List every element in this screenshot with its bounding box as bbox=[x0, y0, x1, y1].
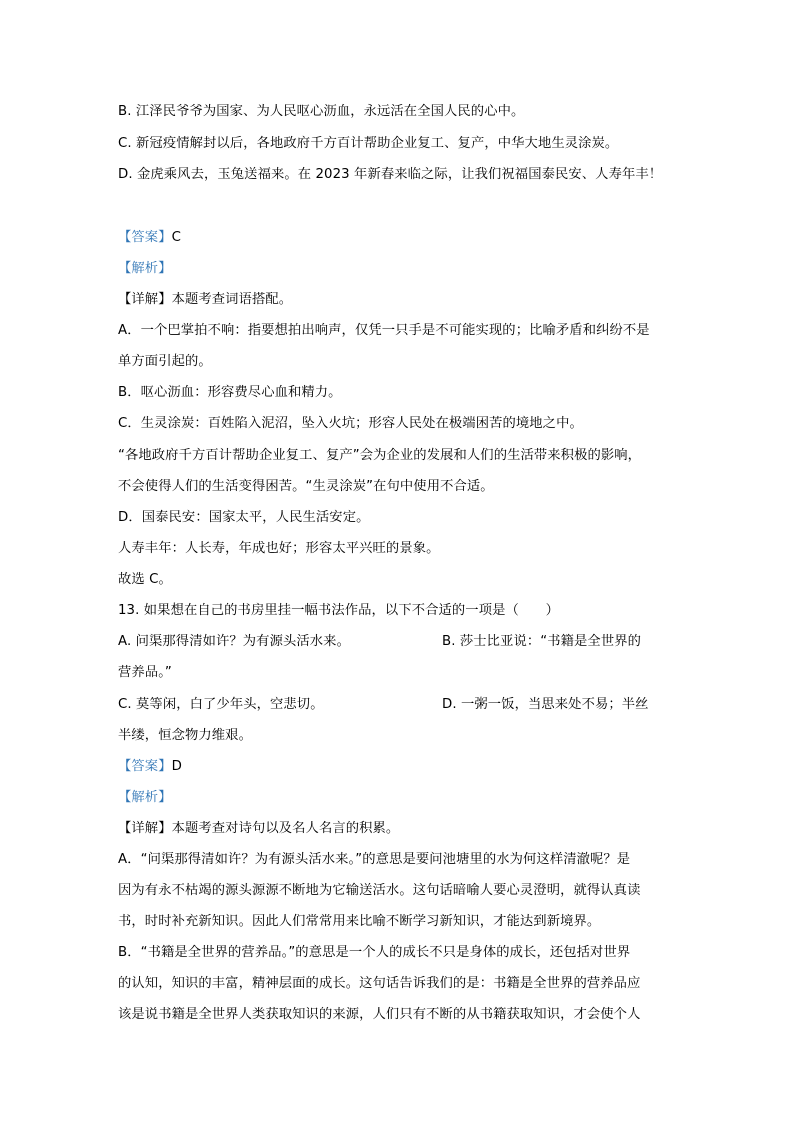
q12-answer bbox=[118, 229, 181, 247]
answer-label: 【答案】 bbox=[118, 230, 172, 245]
q13-options-row-2 bbox=[118, 696, 678, 714]
answer-label: 【答案】 bbox=[118, 759, 172, 774]
q13-option-b: B. 莎士比亚说：“书籍是全世界的 bbox=[442, 634, 642, 649]
q13-line-b-cont2: 该是说书籍是全世界人类获取知识的来源，人们只有不断的从书籍获取知识，才会使个人 bbox=[118, 1007, 641, 1022]
q13-option-d: D. 一粥一饭，当思来处不易；半丝 bbox=[442, 697, 649, 712]
q12-line-c-explain-cont: 不会使得人们的生活变得困苦。“生灵涂炭”在句中使用不合适。 bbox=[118, 479, 494, 494]
q13-line-b: B．“书籍是全世界的营养品。”的意思是一个人的成长不只是身体的成长，还包括对世界 bbox=[118, 945, 631, 960]
q13-options-row-1 bbox=[118, 633, 678, 651]
q12-detail: 【详解】本题考查词语搭配。 bbox=[118, 292, 293, 307]
q12-line-c-explain: “各地政府千方百计帮助企业复工、复产”会为企业的发展和人们的生活带来积极的影响， bbox=[118, 448, 642, 463]
q13-line-b-cont1: 的认知，知识的丰富，精神层面的成长。这句话告诉我们的是：书籍是全世界的营养品应 bbox=[118, 976, 641, 991]
q13-line-a-cont1: 因为有永不枯竭的源头源源不断地为它输送活水。这句话暗喻人要心灵澄明，就得认真读 bbox=[118, 883, 641, 898]
q12-line-d-cont: 人寿丰年：人长寿，年成也好；形容太平兴旺的景象。 bbox=[118, 541, 440, 556]
q13-question: 13. 如果想在自己的书房里挂一幅书法作品，以下不合适的一项是（ ） bbox=[118, 603, 560, 618]
answer-value: D bbox=[171, 759, 182, 774]
q12-line-a: A．一个巴掌拍不响：指要想拍出响声，仅凭一只手是不可能实现的；比喻矛盾和纠纷不是 bbox=[118, 323, 650, 338]
q13-option-a: A. 问渠那得清如许？为有源头活水来。 bbox=[118, 634, 350, 649]
q12-conclusion: 故选 C。 bbox=[118, 572, 172, 587]
q13-line-a: A．“问渠那得清如许？为有源头活水来。”的意思是要问池塘里的水为何这样清澈呢？是 bbox=[118, 852, 631, 867]
q13-line-a-cont2: 书，时时补充新知识。因此人们常常用来比喻不断学习新知识，才能达到新境界。 bbox=[118, 914, 601, 929]
q12-line-c: C．生灵涂炭：百姓陷入泥沼，坠入火坑；形容人民处在极端困苦的境地之中。 bbox=[118, 416, 583, 431]
q12-line-d: D．国泰民安：国家太平，人民生活安定。 bbox=[118, 510, 370, 525]
option-d-prev: D. 金虎乘风去，玉兔送福来。在 2023 年新春来临之际，让我们祝福国泰民安、人寿年丰！ bbox=[118, 167, 663, 182]
q12-line-a-cont: 单方面引起的。 bbox=[118, 354, 212, 369]
q13-answer bbox=[118, 758, 182, 776]
option-b-prev: B. 江泽民爷爷为国家、为人民呕心沥血，永远活在全国人民的心中。 bbox=[118, 104, 525, 119]
answer-value: C bbox=[171, 230, 181, 245]
q12-line-b: B．呕心沥血：形容费尽心血和精力。 bbox=[118, 385, 342, 400]
q12-analysis-label: 【解析】 bbox=[118, 261, 172, 276]
q13-detail: 【详解】本题考查对诗句以及名人名言的积累。 bbox=[118, 821, 400, 836]
q13-option-b-cont: 营养品。” bbox=[118, 665, 172, 680]
option-c-prev: C. 新冠疫情解封以后，各地政府千方百计帮助企业复工、复产，中华大地生灵涂炭。 bbox=[118, 136, 619, 151]
q13-option-c: C. 莫等闲，白了少年头，空悲切。 bbox=[118, 697, 324, 712]
q13-option-d-cont: 半缕，恒念物力维艰。 bbox=[118, 728, 252, 743]
q13-analysis-label: 【解析】 bbox=[118, 790, 172, 805]
